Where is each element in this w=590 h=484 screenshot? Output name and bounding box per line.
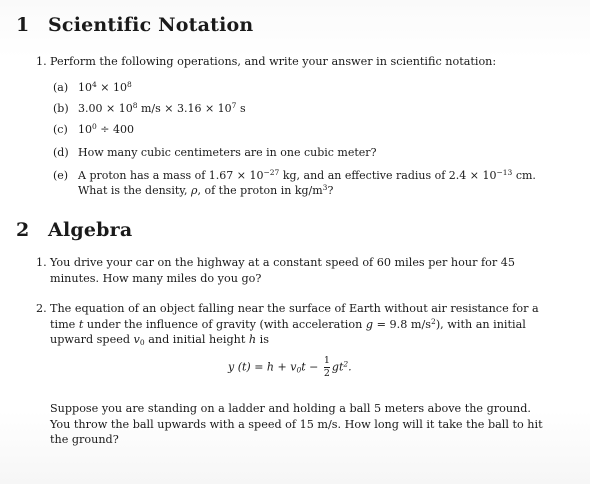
kinematics-equation: y $(t) = h + v_0t - \frac{1}{2} gt^2$. xyxy=(228,355,352,379)
subproblem-label: (a) xyxy=(53,81,69,94)
problem-number: 2. xyxy=(36,302,47,315)
problem-followup-text: Suppose you are standing on a ladder and holding a ball 5 meters above the ground. You throw the ball upwards with a speed of 15 m/s. How long will it take the ball to hit the ground? xyxy=(50,402,543,446)
problem-number: 1. xyxy=(36,256,47,269)
subproblem-label: (d) xyxy=(53,146,69,159)
section-title: Scientific Notation xyxy=(48,14,254,36)
algebra-problem-1 xyxy=(36,255,546,286)
section-title: Algebra xyxy=(48,219,133,241)
subproblem-expression: $3.00 \times 10^8$ $m/s \times 3.16 \times 10^7$ s xyxy=(78,101,246,115)
section-heading-algebra xyxy=(16,219,132,241)
subproblem-c xyxy=(53,122,543,137)
section-heading-scientific-notation xyxy=(16,14,253,36)
subproblem-a xyxy=(53,80,543,95)
fraction-one-half: $\frac{1}{2}$ xyxy=(323,355,330,379)
algebra-problem-2 xyxy=(36,301,546,348)
subproblem-expression: $10^0 \div 400$ xyxy=(78,122,134,136)
problem-text: The equation of an object falling near the surface of Earth without air resistance for a time t under the influence of gravity (with acceleration g = 9.8 $m/s^2$), with an initial upward speed $v_0$ and initial height h is xyxy=(50,302,539,347)
subproblem-expression: $10^4 \times 10^8$ xyxy=(78,80,132,94)
subproblem-d xyxy=(53,145,543,160)
problem-1 xyxy=(36,54,546,70)
problem-text: Perform the following operations, and write your answer in scientific notation: xyxy=(50,55,497,68)
subproblem-b xyxy=(53,101,543,116)
subproblem-e xyxy=(53,168,543,198)
subproblem-text: A proton has a mass of $1.67 \times 10^{-27}$ kg, and an effective radius of $2.4 \times 10^{-13}$ cm. What is the density, ρ, of the proton in $kg/m^3$? xyxy=(78,168,536,197)
problem-number: 1. xyxy=(36,55,47,68)
subproblem-label: (e) xyxy=(53,169,69,182)
problem-text: You drive your car on the highway at a constant speed of 60 miles per hour for 45 minutes. How many miles do you go? xyxy=(50,256,515,285)
section-number: 1 xyxy=(16,14,30,36)
subproblem-text: How many cubic centimeters are in one cubic meter? xyxy=(78,146,377,159)
subproblem-label: (b) xyxy=(53,102,69,115)
subproblem-label: (c) xyxy=(53,123,68,136)
section-number: 2 xyxy=(16,219,30,241)
